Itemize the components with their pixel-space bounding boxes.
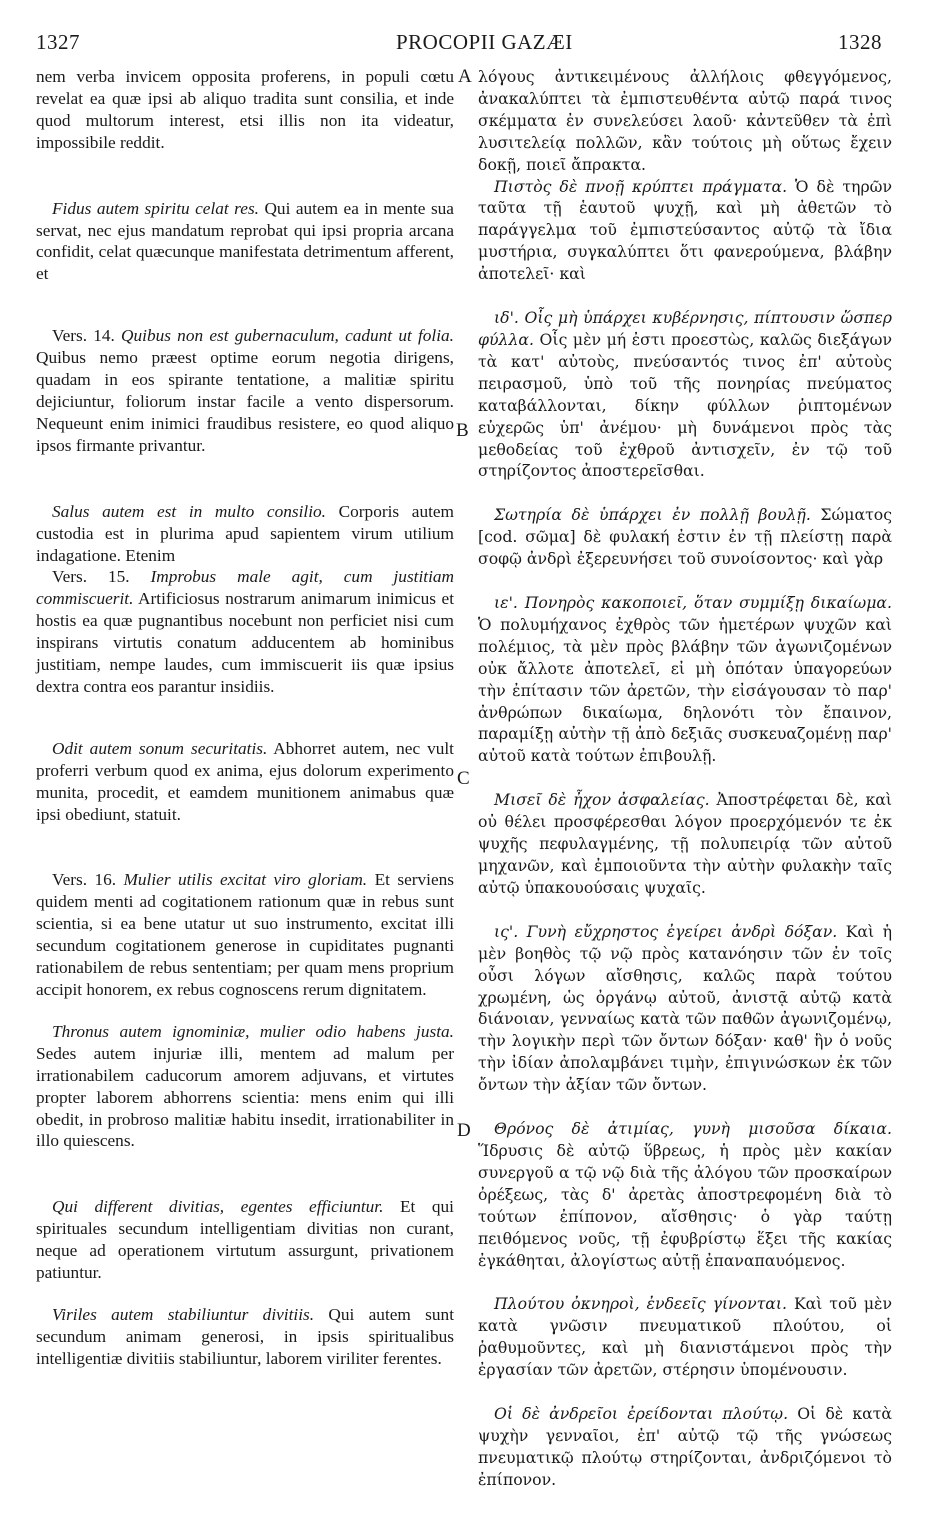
- greek-paragraph: Οἱ δὲ ἀνδρεῖοι ἐρείδονται πλούτῳ. Οἱ δὲ κατὰ ψυχὴν γενναῖοι, ἐπ' αὐτῷ τῷ τῆς γνώσεως πνευματικῷ πλούτῳ στηρίζονται, ἀνδριζόμενοι τὸ ἐπίπονον.: [478, 1404, 892, 1489]
- greek-paragraph: ιδ'. Οἷς μὴ ὑπάρχει κυβέρνησις, πίπτουσιν ὥσπερ φύλλα. Οἷς μὲν μή ἐστι προεστὼς, καλῶς διεξάγων τὰ κατ' αὐτοὺς, πνεύσαντός τινος ἐπ' αὐτοὺς πειρασμοῦ, ὑπὸ τοῦ τῆς πονηρίας πνεύματος καταβάλλονται, δίκην φύλλων ῥιπτομένων εὐχερῶς ὑπ' ἀνέμου· μὴ δυνάμενοι πρὸς τὰς μεθοδείας τοῦ ἐχθροῦ ἀντισχεῖν, ἐν τῷ τοῦ στηρίζοντος ἀποστερεῖσθαι.: [478, 308, 892, 481]
- left-page-number: 1327: [36, 30, 80, 54]
- page-header: [0, 30, 928, 60]
- greek-paragraph: Σωτηρία δὲ ὑπάρχει ἐν πολλῇ βουλῇ. Σώματος [cod. σῶμα] δὲ φυλακή ἐστιν ἐν τῇ πλείστῃ παρὰ σοφῷ ἀνδρὶ ἐξερευνήσει τοῦ συνοίσοντος· καὶ γὰρ: [478, 505, 892, 569]
- greek-paragraph: Πλούτου ὀκνηροὶ, ἐνδεεῖς γίνονται. Καὶ τοῦ μὲν κατὰ γνῶσιν πνευματικοῦ πλούτου, οἱ ῥαθυμοῦντες, καὶ μὴ διανιστάμενοι πρὸς τὴν ἐργασίαν τῶν ἀρετῶν, στέρησιν ὑπομένουσιν.: [478, 1294, 892, 1380]
- margin-letter-c: C: [457, 768, 470, 789]
- latin-paragraph: Vers. 14. Quibus non est gubernaculum, cadunt ut folia. Quibus nemo præest optime eorum negotia dirigens, quadam in eos spirante tentatione, a malitiæ spiritu dejiciuntur, foliorum instar facile a vento dispersorum. Nequeunt enim inimici fraudibus resistere, eo quod aliquo ipsos firmante privantur.: [36, 326, 454, 455]
- greek-paragraph: λόγους ἀντικειμένους ἀλλήλοις φθεγγόμενος, ἀνακαλύπτει τὰ ἐμπιστευθέντα αὐτῷ παρά τινος σκέμματα ἐν συνελεύσει λαοῦ· κἀντεῦθεν τὰ ἐπὶ λυσιτελείᾳ πολλῶν, κἂν τούτοις μὴ οὕτως ἔχειν δοκῇ, ποιεῖ ἄπρακτα.: [478, 67, 892, 174]
- latin-column: [36, 66, 454, 1370]
- latin-paragraph: nem verba invicem opposita proferens, in populi cœtu revelat ea quæ ipsi ab aliquo tradita sunt consilia, et inde quod multorum interest, etsi illis non ita videatur, impossibile reddit.: [36, 67, 454, 152]
- right-page-number: 1328: [838, 30, 882, 54]
- running-title: PROCOPII GAZÆI: [396, 30, 573, 54]
- greek-paragraph: Μισεῖ δὲ ἦχον ἀσφαλείας. Ἀποστρέφεται δὲ, καὶ οὐ θέλει προσφέρεσθαι λόγον προερχόμενόν τε ἐκ ψυχῆς πεφυλαγμένης, τῇ πολυπειρίᾳ τῶν αὐτοῦ μηχανῶν, καὶ ἐμποιοῦντα τὴν αὐτὴν φυλακὴν ταῖς αὐτῷ ὑπακουούσαις ψυχαῖς.: [478, 790, 892, 897]
- margin-letter-b: B: [456, 420, 469, 441]
- latin-paragraph: Qui different divitias, egentes efficiuntur. Et qui spirituales secundum intelligentiam divitias non curant, neque ad operationem virtutum assurgunt, privationem patiuntur.: [36, 1197, 454, 1283]
- latin-paragraph: Fidus autem spiritu celat res. Qui autem ea in mente sua servat, nec ejus mandatum reprobat qui ipsi propria arcana confidit, celat quæcunque manifestata detrimentum afferent, et: [36, 198, 454, 284]
- greek-paragraph: ις'. Γυνὴ εὔχρηστος ἐγείρει ἀνδρὶ δόξαν. Καὶ ἡ μὲν βοηθὸς τῷ νῷ πρὸς κατανόησιν τῶν ἐν τοῖς οὖσι λόγων αἴσθησις, καλῶς παρὰ τούτου χρωμένη, ὡς ὀργάνῳ αὐτοῦ, ἀνιστᾷ αὐτῷ κατὰ διάνοιαν, γενναίως κατὰ τῶν παθῶν ἀγωνιζομένῳ, τὴν λογικὴν περὶ τῶν ὄντων δόξαν· καθ' ἣν ὁ νοῦς τὴν ἰδίαν ἀπολαμβάνει τιμὴν, ἐπιγινώσκων ἐκ τῶν ὄντων τὴν ἀξίαν τῶν ὄντων.: [478, 921, 892, 1095]
- latin-paragraph: Odit autem sonum securitatis. Abhorret autem, nec vult proferri verbum quod ex anima, ejus dolorum experimento munita, procedit, et eamdem munitionem animabus quæ ipsi obediunt, statuit.: [36, 738, 454, 824]
- latin-paragraph: Vers. 16. Mulier utilis excitat viro gloriam. Et serviens quidem menti ad cogitationem rationum quæ in rebus sunt scientia, si ea bene utatur ut suo instrumento, excitat illi secundum cogitationem generose in cupiditates pugnanti rationabilem de rebus sententiam; per quam mens proprium accipit honorem, ex rebus cognoscens rerum dignitatem.: [36, 870, 454, 999]
- greek-column: [478, 66, 892, 1491]
- greek-paragraph: Θρόνος δὲ ἀτιμίας, γυνὴ μισοῦσα δίκαια. Ἵδρυσις δὲ αὐτῷ ὕβρεως, ἡ πρὸς μὲν κακίαν συνεργοῦ α τῷ νῷ διὰ τῆς ἀλόγου τῶν προσκαίρων ὀρέξεως, τὰς δ' ἀρετὰς ἀποστρεφομένη διὰ τὸ τούτων ἐπίπονον, αἴσθησις· ὁ γὰρ ταύτῃ πειθόμενος νοῦς, τῇ ἐφυβρίστῳ ἕξει τῆς κακίας ἐγκάθηται, ἀλογίστως αὐτῇ ἐπαναπαυόμενος.: [478, 1119, 892, 1270]
- latin-paragraph: Vers. 15. Improbus male agit, cum justitiam commiscuerit. Artificiosus nostrarum animarum inimicus et hostis ea quæ pugnantibus nocebunt non perficiet nisi cum inspirans virtutis conatum adducentem ab hominibus justitiam, nempe laudes, cum immiscuerit iis quæ ipsius dextra contra eos parantur insidiis.: [36, 567, 454, 696]
- margin-letter-a: A: [458, 66, 472, 87]
- margin-letter-d: D: [457, 1120, 471, 1141]
- latin-paragraph: Viriles autem stabiliuntur divitiis. Qui autem sunt secundum animam generosi, in ipsis spiritualibus intelligentiæ divitiis stabiliuntur, laborem viriliter ferentes.: [36, 1304, 454, 1368]
- greek-paragraph: ιε'. Πονηρὸς κακοποιεῖ, ὅταν συμμίξῃ δικαίωμα. Ὁ πολυμήχανος ἐχθρὸς τῶν ἡμετέρων ψυχῶν καὶ πολέμιος, τὰ μὲν πρὸς βλάβην τῶν ἀγωνιζομένων οὐκ ἄλλοτε ἀποτελεῖ, εἰ μὴ ὁπόταν ὑπαγορεύων τὴν ἐπίτασιν τῶν ἀρετῶν, τὴν εἰσάγουσαν τὸ παρ' ἀνθρώπων δικαίωμα, δηλονότι τὸν ἔπαινον, παραμίξῃ αὐτὴν τῇ ἀπὸ δεξιᾶς συσκευαζομένῃ παρ' αὐτοῦ κατὰ τούτων ἐπιβουλῇ.: [478, 593, 892, 766]
- latin-paragraph: Thronus autem ignominiæ, mulier odio habens justa. Sedes autem injuriæ illi, mentem ad malum per irrationabilem caducorum amorem adjuvans, et virtutes propter laborem abhorrens scientia: mens enim qui illi obedit, in probroso malitiæ habitu insedit, irrationabiliter in illo quiescens.: [36, 1021, 454, 1151]
- greek-paragraph: Πιστὸς δὲ πνοῇ κρύπτει πράγματα. Ὁ δὲ τηρῶν ταῦτα τῇ ἑαυτοῦ ψυχῇ, καὶ μὴ ἀθετῶν τὸ παράγγελμα τοῦ ἐμπιστεύσαντος αὐτῷ τὰ ἴδια μυστήρια, συγκαλύπτει ὅτι φανερούμενα, βλάβην ἀποτελεῖ· καὶ: [478, 176, 892, 284]
- latin-paragraph: Salus autem est in multo consilio. Corporis autem custodia est in plurima apud sapientem virum utilium indagatione. Etenim: [36, 501, 454, 565]
